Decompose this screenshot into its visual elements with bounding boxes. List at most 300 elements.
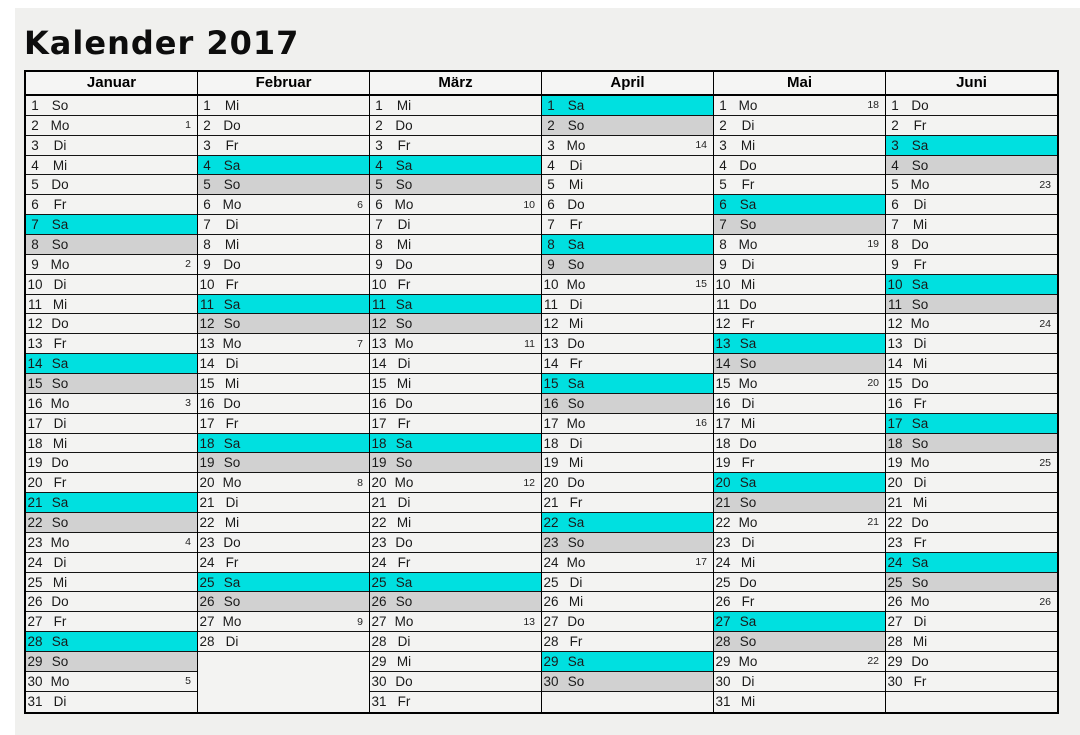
day-row — [26, 533, 197, 553]
day-row — [542, 255, 713, 275]
day-row — [886, 493, 1057, 513]
day-number: 22 — [715, 514, 731, 530]
day-number: 14 — [27, 356, 43, 372]
weekday-label: Di — [397, 356, 411, 372]
day-row — [370, 136, 541, 156]
weekday-label: Mo — [394, 336, 414, 352]
weekday-label: Mo — [738, 97, 758, 113]
weekday-label: Do — [567, 197, 585, 213]
day-row — [26, 96, 197, 116]
day-number: 21 — [199, 495, 215, 511]
week-number: 8 — [357, 476, 363, 489]
weekday-label: Mi — [740, 137, 756, 153]
day-number: 6 — [203, 197, 211, 213]
day-number: 17 — [887, 415, 903, 431]
day-number: 5 — [719, 177, 727, 193]
day-number: 26 — [27, 594, 43, 610]
day-row — [198, 175, 369, 195]
day-number: 8 — [547, 236, 555, 252]
day-number: 15 — [887, 375, 903, 391]
weekday-label: Fr — [569, 495, 583, 511]
day-number: 28 — [371, 634, 387, 650]
day-number: 13 — [27, 336, 43, 352]
day-number: 21 — [27, 495, 43, 511]
day-row — [714, 692, 885, 712]
weekday-label: Di — [225, 356, 239, 372]
weekday-label: Di — [741, 395, 755, 411]
weekday-label: Di — [741, 256, 755, 272]
week-number: 7 — [357, 337, 363, 350]
day-number: 16 — [27, 395, 43, 411]
weekday-label: Mi — [740, 694, 756, 710]
day-number: 25 — [371, 574, 387, 590]
weekday-label: Sa — [51, 217, 69, 233]
weekday-label: Do — [395, 534, 413, 550]
day-number: 3 — [31, 137, 39, 153]
weekday-label: So — [395, 316, 413, 332]
day-row — [714, 314, 885, 334]
weekday-label: Sa — [567, 236, 585, 252]
day-row — [714, 136, 885, 156]
weekday-label: So — [739, 634, 757, 650]
day-row — [26, 493, 197, 513]
day-row — [370, 394, 541, 414]
month-header: Januar — [26, 72, 197, 96]
day-number: 23 — [371, 534, 387, 550]
weekday-label: Di — [225, 495, 239, 511]
day-number: 13 — [715, 336, 731, 352]
day-row — [714, 215, 885, 235]
weekday-label: Mi — [568, 455, 584, 471]
week-number: 23 — [1039, 178, 1051, 191]
day-number: 4 — [203, 157, 211, 173]
day-row — [198, 314, 369, 334]
weekday-label: So — [739, 217, 757, 233]
weekday-label: So — [567, 395, 585, 411]
day-row — [714, 533, 885, 553]
day-row — [198, 473, 369, 493]
day-number: 25 — [887, 574, 903, 590]
day-number: 11 — [887, 296, 902, 312]
day-number: 27 — [371, 614, 387, 630]
day-row — [714, 513, 885, 533]
day-number: 28 — [543, 634, 559, 650]
day-row — [542, 533, 713, 553]
week-number: 13 — [523, 615, 535, 628]
day-number: 9 — [891, 256, 899, 272]
weekday-label: Mo — [222, 475, 242, 491]
weekday-label: So — [223, 177, 241, 193]
day-number: 3 — [375, 137, 383, 153]
day-number: 22 — [371, 514, 387, 530]
weekday-label: Mo — [738, 653, 758, 669]
day-number: 9 — [203, 256, 211, 272]
weekday-label: Di — [913, 614, 927, 630]
day-row — [26, 434, 197, 454]
weekday-label: Mi — [740, 276, 756, 292]
weekday-label: Do — [395, 256, 413, 272]
day-row — [886, 573, 1057, 593]
week-number: 12 — [523, 476, 535, 489]
weekday-label: Fr — [913, 534, 927, 550]
day-row — [370, 493, 541, 513]
weekday-label: Di — [225, 217, 239, 233]
day-row — [886, 612, 1057, 632]
day-row — [542, 453, 713, 473]
weekday-label: Mo — [50, 395, 70, 411]
weekday-label: Mo — [222, 614, 242, 630]
day-number: 13 — [371, 336, 387, 352]
day-number: 22 — [199, 514, 215, 530]
day-row — [26, 275, 197, 295]
day-number: 22 — [887, 514, 903, 530]
day-number: 11 — [199, 296, 214, 312]
day-row — [370, 632, 541, 652]
calendar-table — [24, 70, 1059, 714]
day-row — [198, 632, 369, 652]
day-row — [26, 692, 197, 712]
day-row — [26, 156, 197, 176]
day-number: 4 — [375, 157, 383, 173]
day-row — [886, 553, 1057, 573]
weekday-label: Mi — [396, 236, 412, 252]
day-row — [370, 414, 541, 434]
day-row — [886, 354, 1057, 374]
day-row — [886, 453, 1057, 473]
day-row — [886, 513, 1057, 533]
weekday-label: Sa — [223, 296, 241, 312]
weekday-label: Fr — [53, 197, 67, 213]
weekday-label: Mi — [52, 574, 68, 590]
day-row — [26, 394, 197, 414]
day-row — [714, 374, 885, 394]
weekday-label: Do — [51, 594, 69, 610]
week-number: 10 — [523, 198, 535, 211]
day-number: 26 — [887, 594, 903, 610]
empty-cell — [886, 692, 1057, 712]
weekday-label: So — [51, 97, 69, 113]
month-header: Mai — [714, 72, 885, 96]
month-header: April — [542, 72, 713, 96]
day-row — [886, 434, 1057, 454]
day-row — [714, 453, 885, 473]
month-header: Februar — [198, 72, 369, 96]
day-row — [26, 453, 197, 473]
day-row — [370, 314, 541, 334]
weekday-label: Mi — [224, 236, 240, 252]
day-number: 12 — [199, 316, 215, 332]
weekday-label: Sa — [223, 574, 241, 590]
day-number: 25 — [27, 574, 43, 590]
day-number: 4 — [719, 157, 727, 173]
week-number: 9 — [357, 615, 363, 628]
weekday-label: Sa — [911, 415, 929, 431]
weekday-label: Mo — [566, 415, 586, 431]
day-row — [886, 592, 1057, 612]
weekday-label: Sa — [395, 574, 413, 590]
day-row — [198, 255, 369, 275]
day-row — [542, 612, 713, 632]
day-number: 26 — [715, 594, 731, 610]
day-row — [542, 672, 713, 692]
day-row — [26, 334, 197, 354]
day-number: 26 — [371, 594, 387, 610]
weekday-label: Mo — [910, 594, 930, 610]
weekday-label: Mi — [224, 375, 240, 391]
day-row — [542, 354, 713, 374]
day-number: 23 — [887, 534, 903, 550]
day-row — [26, 513, 197, 533]
weekday-label: Sa — [911, 137, 929, 153]
week-number: 11 — [524, 337, 535, 350]
weekday-label: Mi — [912, 217, 928, 233]
day-row — [542, 394, 713, 414]
day-row — [26, 175, 197, 195]
weekday-label: Do — [223, 117, 241, 133]
weekday-label: Do — [739, 157, 757, 173]
weekday-label: Mi — [396, 514, 412, 530]
day-row — [886, 473, 1057, 493]
weekday-label: Sa — [395, 157, 413, 173]
day-number: 30 — [543, 673, 559, 689]
day-number: 16 — [199, 395, 215, 411]
day-number: 19 — [543, 455, 559, 471]
day-row — [370, 513, 541, 533]
day-row — [198, 513, 369, 533]
weekday-label: So — [51, 653, 69, 669]
day-number: 29 — [715, 653, 731, 669]
weekday-label: Di — [741, 673, 755, 689]
day-number: 4 — [547, 157, 555, 173]
weekday-label: Fr — [569, 217, 583, 233]
day-number: 1 — [891, 97, 899, 113]
weekday-label: Mi — [396, 97, 412, 113]
day-row — [370, 195, 541, 215]
day-number: 29 — [543, 653, 559, 669]
day-number: 20 — [887, 475, 903, 491]
day-number: 27 — [887, 614, 903, 630]
weekday-label: Fr — [397, 137, 411, 153]
day-row — [26, 354, 197, 374]
day-row — [370, 692, 541, 712]
weekday-label: Do — [739, 574, 757, 590]
weekday-label: Fr — [53, 475, 67, 491]
day-number: 10 — [199, 276, 215, 292]
weekday-label: Mi — [52, 296, 68, 312]
day-row — [714, 255, 885, 275]
day-row — [542, 156, 713, 176]
weekday-label: Mi — [52, 157, 68, 173]
day-row — [886, 394, 1057, 414]
day-row — [886, 533, 1057, 553]
month-column-3 — [542, 72, 714, 712]
weekday-label: Fr — [225, 276, 239, 292]
day-number: 1 — [719, 97, 727, 113]
day-number: 1 — [31, 97, 39, 113]
empty-cell — [198, 672, 369, 692]
month-header: Juni — [886, 72, 1057, 96]
day-row — [26, 573, 197, 593]
day-number: 10 — [371, 276, 387, 292]
weekday-label: Mo — [566, 276, 586, 292]
day-row — [198, 374, 369, 394]
day-row — [886, 672, 1057, 692]
weekday-label: So — [223, 594, 241, 610]
day-number: 12 — [715, 316, 731, 332]
weekday-label: Sa — [395, 296, 413, 312]
weekday-label: Mi — [396, 653, 412, 669]
day-row — [370, 175, 541, 195]
day-row — [198, 453, 369, 473]
day-row — [198, 354, 369, 374]
day-row — [26, 215, 197, 235]
day-row — [542, 493, 713, 513]
day-number: 14 — [371, 356, 387, 372]
week-number: 6 — [357, 198, 363, 211]
day-number: 27 — [27, 614, 43, 630]
day-number: 8 — [31, 236, 39, 252]
weekday-label: Fr — [741, 177, 755, 193]
weekday-label: Do — [567, 336, 585, 352]
day-number: 14 — [199, 356, 215, 372]
day-row — [26, 473, 197, 493]
day-number: 7 — [547, 217, 555, 233]
weekday-label: Mi — [912, 356, 928, 372]
day-row — [370, 215, 541, 235]
day-number: 2 — [31, 117, 39, 133]
weekday-label: Mi — [568, 177, 584, 193]
day-number: 18 — [543, 435, 559, 451]
day-number: 17 — [543, 415, 559, 431]
day-row — [886, 235, 1057, 255]
day-row — [370, 672, 541, 692]
day-row — [370, 553, 541, 573]
day-number: 7 — [203, 217, 211, 233]
week-number: 25 — [1039, 456, 1051, 469]
week-number: 16 — [695, 417, 707, 430]
day-row — [370, 354, 541, 374]
day-number: 30 — [715, 673, 731, 689]
day-number: 25 — [543, 574, 559, 590]
weekday-label: Sa — [567, 375, 585, 391]
weekday-label: So — [395, 455, 413, 471]
day-number: 17 — [715, 415, 731, 431]
weekday-label: So — [739, 356, 757, 372]
day-number: 12 — [887, 316, 903, 332]
day-row — [714, 175, 885, 195]
day-row — [370, 652, 541, 672]
day-number: 13 — [543, 336, 559, 352]
weekday-label: So — [739, 495, 757, 511]
weekday-label: Di — [741, 117, 755, 133]
day-number: 2 — [719, 117, 727, 133]
week-number: 18 — [867, 99, 879, 112]
day-row — [886, 632, 1057, 652]
weekday-label: So — [911, 157, 929, 173]
day-row — [714, 473, 885, 493]
day-row — [714, 652, 885, 672]
weekday-label: Fr — [225, 137, 239, 153]
weekday-label: Fr — [397, 554, 411, 570]
day-row — [198, 195, 369, 215]
day-number: 9 — [31, 256, 39, 272]
day-number: 15 — [543, 375, 559, 391]
day-row — [542, 275, 713, 295]
empty-cell — [198, 692, 369, 712]
day-number: 16 — [543, 395, 559, 411]
day-row — [542, 553, 713, 573]
day-row — [542, 632, 713, 652]
weekday-label: Sa — [51, 495, 69, 511]
day-number: 17 — [27, 415, 43, 431]
day-number: 28 — [715, 634, 731, 650]
page-background — [15, 8, 1080, 735]
weekday-label: So — [223, 316, 241, 332]
weekday-label: Mo — [394, 614, 414, 630]
day-number: 16 — [371, 395, 387, 411]
weekday-label: Sa — [739, 197, 757, 213]
day-number: 6 — [891, 197, 899, 213]
weekday-label: Sa — [223, 435, 241, 451]
month-column-0 — [26, 72, 198, 712]
weekday-label: Sa — [739, 475, 757, 491]
weekday-label: Do — [911, 97, 929, 113]
day-row — [542, 573, 713, 593]
weekday-label: Do — [567, 475, 585, 491]
day-row — [714, 295, 885, 315]
weekday-label: Mo — [394, 197, 414, 213]
day-number: 20 — [543, 475, 559, 491]
day-row — [370, 592, 541, 612]
weekday-label: Mo — [738, 514, 758, 530]
day-number: 1 — [375, 97, 383, 113]
weekday-label: Di — [53, 415, 67, 431]
day-row — [370, 573, 541, 593]
weekday-label: Sa — [51, 356, 69, 372]
day-row — [370, 374, 541, 394]
weekday-label: Fr — [913, 256, 927, 272]
weekday-label: So — [567, 117, 585, 133]
day-row — [714, 493, 885, 513]
day-number: 6 — [31, 197, 39, 213]
day-number: 23 — [543, 534, 559, 550]
weekday-label: Mi — [912, 495, 928, 511]
day-number: 12 — [543, 316, 559, 332]
day-row — [542, 295, 713, 315]
day-number: 7 — [375, 217, 383, 233]
day-number: 29 — [27, 653, 43, 669]
weekday-label: Di — [397, 495, 411, 511]
weekday-label: Sa — [51, 634, 69, 650]
day-row — [542, 314, 713, 334]
day-number: 31 — [371, 694, 387, 710]
day-number: 10 — [715, 276, 731, 292]
day-number: 13 — [887, 336, 903, 352]
weekday-label: Do — [911, 653, 929, 669]
day-row — [198, 215, 369, 235]
day-row — [198, 553, 369, 573]
day-number: 16 — [887, 395, 903, 411]
day-number: 27 — [199, 614, 215, 630]
day-number: 8 — [375, 236, 383, 252]
day-number: 18 — [715, 435, 731, 451]
day-row — [886, 116, 1057, 136]
weekday-label: Sa — [911, 554, 929, 570]
day-row — [198, 334, 369, 354]
weekday-label: Mo — [566, 554, 586, 570]
day-number: 15 — [715, 375, 731, 391]
day-row — [198, 533, 369, 553]
